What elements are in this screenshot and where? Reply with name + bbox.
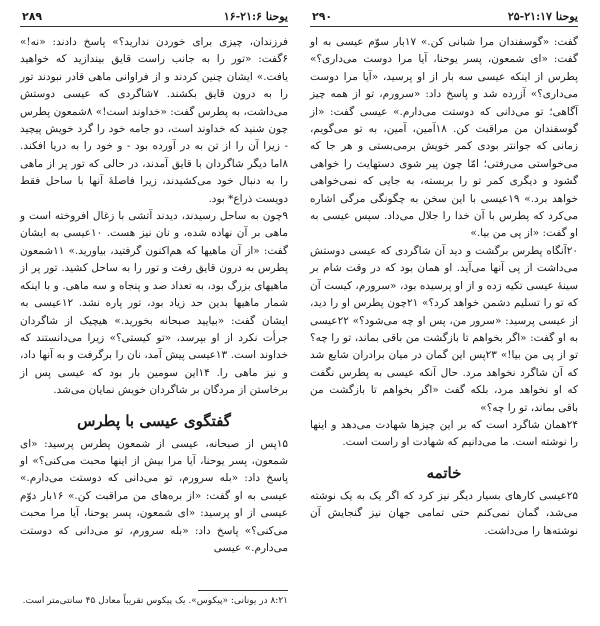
paragraph: ۲۵عیسی کارهای بسیار دیگر نیز کرد که اگر یک به یک نوشته می‌شد، گمان نمی‌کنم حتی تمامی جهان نیز گنجایش آن نوشته‌ها را می‌داشت.	[310, 489, 578, 537]
paragraph: ۲۰آنگاه پطرس برگشت و دید آن شاگردی که عیسی دوستش می‌داشت از پی آنها می‌آید. او همان بود که در وقت شام بر سینهٔ عیسی تکیه زده و از او پرسیده بود، «سرورم، کیست آن که تو را تسلیم دشمن خواهد کرد؟» ۲۱چون پطرس او را دید، از عیسی پرسید: «سرور من، پس او چه می‌شود؟» ۲۲عیسی به او گفت: «اگر بخواهم تا بازگشت من باقی بماند، تو را چه؟ تو از پی من بیا!» ۲۳پس این گمان در میان برادران شایع شد که آن شاگرد نخواهد مرد. حال آنکه عیسی به پطرس نگفت که او نخواهد مرد، بلکه گفت «اگر بخواهم تا بازگشت من باقی بماند، تو را چه؟»	[310, 244, 578, 414]
paragraph: فرزندان، چیزی برای خوردن ندارید؟» پاسخ دادند: «نه!» ۶گفت: «تور را به جانب راست قایق بیندازید که خواهید یافت.» ایشان چنین کردند و از فراوانی ماهی قادر نبودند تور را به درون قایق بکشند. ۷شاگردی که عیسی دوستش می‌داشت، به پطرس گفت: «خداوند است!» ۸شمعون پطرس چون شنید که خداوند است، دو جامه خود را گرد خویش پیچید - زیرا آن را از تن به در آورده بود - و خود را به دریا افکند. ۸اما دیگر شاگردان با قایق آمدند، در حالی که تور پر از ماهی را به دنبال خود می‌کشیدند، زیرا فاصلهٔ آنها با ساحل فقط دویست ذراع* بود.	[20, 36, 288, 205]
left-page-header	[22, 10, 288, 23]
footnote-rule	[198, 590, 288, 591]
paragraph: ۱۵پس از صبحانه، عیسی از شمعون پطرس پرسید: «ای شمعون، پسر یوحنا، آیا مرا بیش از اینها محبت می‌کنی؟» او پاسخ داد: «بله سرورم، تو می‌دانی که دوستت می‌دارم.» عیسی به او گفت: «از بره‌های من مراقبت کن.» ۱۶بار دوّم عیسی از او پرسید: «ای شمعون، پسر یوحنا، آیا مرا محبت می‌کنی؟» پاسخ داد: «بله سرورم، تو می‌دانی که دوستت می‌دارم.» عیسی	[20, 437, 289, 554]
left-page-reference: یوحنا ۲۱:۶-۱۶	[223, 10, 288, 23]
left-page-number: ۲۸۹	[22, 10, 43, 23]
section-heading: گفتگوی عیسی با پطرس	[77, 411, 231, 430]
right-column	[310, 34, 578, 540]
right-page-header	[312, 10, 578, 23]
right-page-reference: یوحنا ۲۱:۱۷-۲۵	[507, 10, 578, 23]
section-heading: خاتمه	[426, 463, 462, 482]
left-header-rule	[20, 26, 288, 27]
right-page-number: ۲۹۰	[312, 10, 333, 23]
paragraph: گفت: «گوسفندان مرا شبانی کن.» ۱۷بار سوّم عیسی به او گفت: «ای شمعون، پسر یوحنا، آیا مرا دوست می‌داری؟» پطرس از اینکه عیسی سه بار از او پرسید، «آیا مرا دوست می‌داری؟» آزرده شد و پاسخ داد: «سرورم، تو از همه چیز آگاهی؛ تو می‌دانی که دوستت می‌دارم.» عیسی گفت: «از گوسفندان من مراقبت کن. ۱۸آمین، آمین، به تو می‌گویم، زمانی که جوانتر بودی کمر خویش برمی‌بستی و هر جا که می‌خواستی می‌رفتی؛ امّا چون پیر شوی دستهایت را خواهی گشود و دیگری کمر تو را بربسته، به جایی که نمی‌خواهی خواهد برد.» ۱۹عیسی با این سخن به چگونگی مرگی اشاره می‌کرد که پطرس با آن خدا را جلال می‌داد. سپس عیسی به او گفت: «از پی من بیا.»	[310, 36, 579, 240]
paragraph: ۹چون به ساحل رسیدند، دیدند آتشی با زغال افروخته است و ماهی بر آن نهاده شده، و نان نیز هست. ۱۰عیسی به ایشان گفت: «از آن ماهیها که هم‌اکنون گرفتید، بیاورید.» ۱۱شمعون پطرس به درون قایق رفت و تور را به ساحل کشید. تور پر از ماهیهای بزرگ بود، به تعداد صد و پنجاه و سه ماهی. و با اینکه شمار ماهیها بدین حد زیاد بود، تور پاره نشد. ۱۲عیسی به ایشان گفت: «بیایید صبحانه بخورید.» هیچیک از شاگردان جرأت نکرد از او بپرسد، «تو کیستی؟» زیرا می‌دانستند که خداوند است. ۱۳عیسی پیش آمد، نان را برگرفت و به آنها داد، و نیز ماهی را. ۱۴این سومین بار بود که عیسی پس از برخاستن از مردگان بر شاگردان خویش نمایان می‌شد.	[20, 210, 288, 397]
paragraph: ۲۴همان شاگرد است که بر این چیزها شهادت می‌دهد و اینها را نوشته است. ما می‌دانیم که شهادت او راست است.	[310, 418, 578, 449]
footnote: ۸:۲۱ در یونانی: «پیکوس». یک پیکوس تقریباً معادل ۴۵ سانتی‌متر است.	[22, 596, 288, 606]
right-header-rule	[310, 26, 578, 27]
left-column	[20, 34, 288, 557]
